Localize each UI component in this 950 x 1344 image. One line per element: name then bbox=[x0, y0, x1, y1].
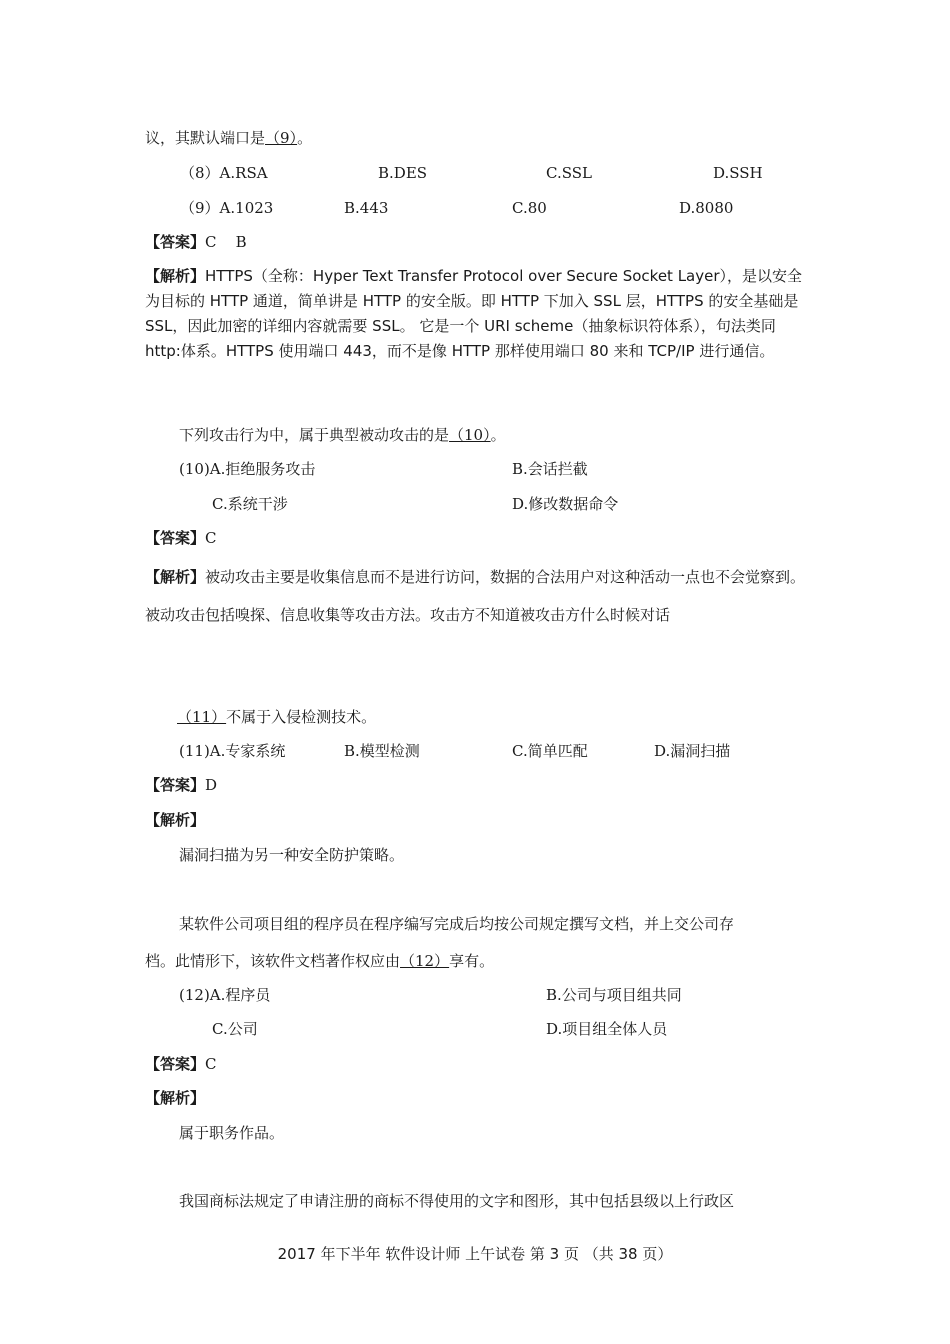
q11-blank: （11） bbox=[177, 708, 227, 726]
q10-option-b: B.会话拦截 bbox=[512, 460, 588, 478]
q9-stem: 议，其默认端口是（9）。 bbox=[145, 129, 313, 147]
q11-option-b: B.模型检测 bbox=[344, 742, 420, 760]
q12-option-d: D.项目组全体人员 bbox=[546, 1020, 668, 1038]
q10-stem: 下列攻击行为中，属于典型被动攻击的是（10）。 bbox=[179, 426, 506, 444]
q13-stem-line1: 我国商标法规定了申请注册的商标不得使用的文字和图形，其中包括县级以上行政区 bbox=[179, 1192, 735, 1210]
q10-option-a: (10)A.拒绝服务攻击 bbox=[179, 460, 316, 478]
q8-option-c: C.SSL bbox=[546, 164, 592, 182]
q8-option-b: B.DES bbox=[378, 164, 428, 182]
q10-blank: （10） bbox=[449, 426, 491, 444]
page-footer: 2017 年下半年 软件设计师 上午试卷 第 3 页 （共 38 页） bbox=[277, 1245, 673, 1263]
explanation-12-text: 属于职务作品。 bbox=[179, 1124, 285, 1142]
q12-stem-line2: 档。此情形下，该软件文档著作权应由（12）享有。 bbox=[145, 952, 495, 970]
q9-option-b: B.443 bbox=[344, 199, 389, 217]
q11-stem: （11）不属于入侵检测技术。 bbox=[177, 708, 377, 726]
q10-option-d: D.修改数据命令 bbox=[512, 495, 619, 513]
explanation-11-text: 漏洞扫描为另一种安全防护策略。 bbox=[179, 846, 405, 864]
explanation-8-9: 【解析】HTTPS（全称：Hyper Text Transfer Protocol over Secure Socket Layer），是以安全为目标的 HTTP 通道，简单讲是 HTTP 的安全版。即 HTTP 下加入 SSL 层，HTTPS 的安全基础是 SSL，因此加密的详细内容就需要 SSL。 它是一个 URI scheme（抽象标识符体系），句法类同 http:体系。HTTPS 使用端口 443，而不是像 HTTP 那样使用端口 80 来和 TCP/IP 进行通信。 bbox=[145, 267, 803, 360]
q12-stem-line1: 某软件公司项目组的程序员在程序编写完成后均按公司规定撰写文档，并上交公司存 bbox=[179, 915, 735, 933]
answer-8-9: 【答案】C B bbox=[145, 233, 247, 251]
q12-blank: （12） bbox=[400, 952, 450, 970]
answer-10: 【答案】C bbox=[145, 529, 217, 547]
q10-option-c: C.系统干涉 bbox=[212, 495, 288, 513]
q12-option-a: (12)A.程序员 bbox=[179, 986, 271, 1004]
q8-option-a: （8）A.RSA bbox=[180, 164, 268, 182]
q9-option-c: C.80 bbox=[512, 199, 547, 217]
answer-11: 【答案】D bbox=[145, 776, 218, 794]
answer-12: 【答案】C bbox=[145, 1055, 217, 1073]
explanation-11-label: 【解析】 bbox=[145, 811, 206, 829]
q9-option-d: D.8080 bbox=[679, 199, 734, 217]
q9-blank: （9） bbox=[265, 129, 298, 147]
q11-option-d: D.漏洞扫描 bbox=[654, 742, 731, 760]
explanation-12-label: 【解析】 bbox=[145, 1089, 206, 1107]
explanation-10: 【解析】被动攻击主要是收集信息而不是进行访问，数据的合法用户对这种活动一点也不会觉察到。被动攻击包括嗅探、信息收集等攻击方法。攻击方不知道被攻击方什么时候对话 bbox=[145, 568, 806, 624]
q12-option-c: C.公司 bbox=[212, 1020, 258, 1038]
q11-option-a: (11)A.专家系统 bbox=[179, 742, 286, 760]
q11-option-c: C.简单匹配 bbox=[512, 742, 588, 760]
q9-option-a: （9）A.1023 bbox=[180, 199, 274, 217]
q12-option-b: B.公司与项目组共同 bbox=[546, 986, 682, 1004]
q8-option-d: D.SSH bbox=[713, 164, 763, 182]
